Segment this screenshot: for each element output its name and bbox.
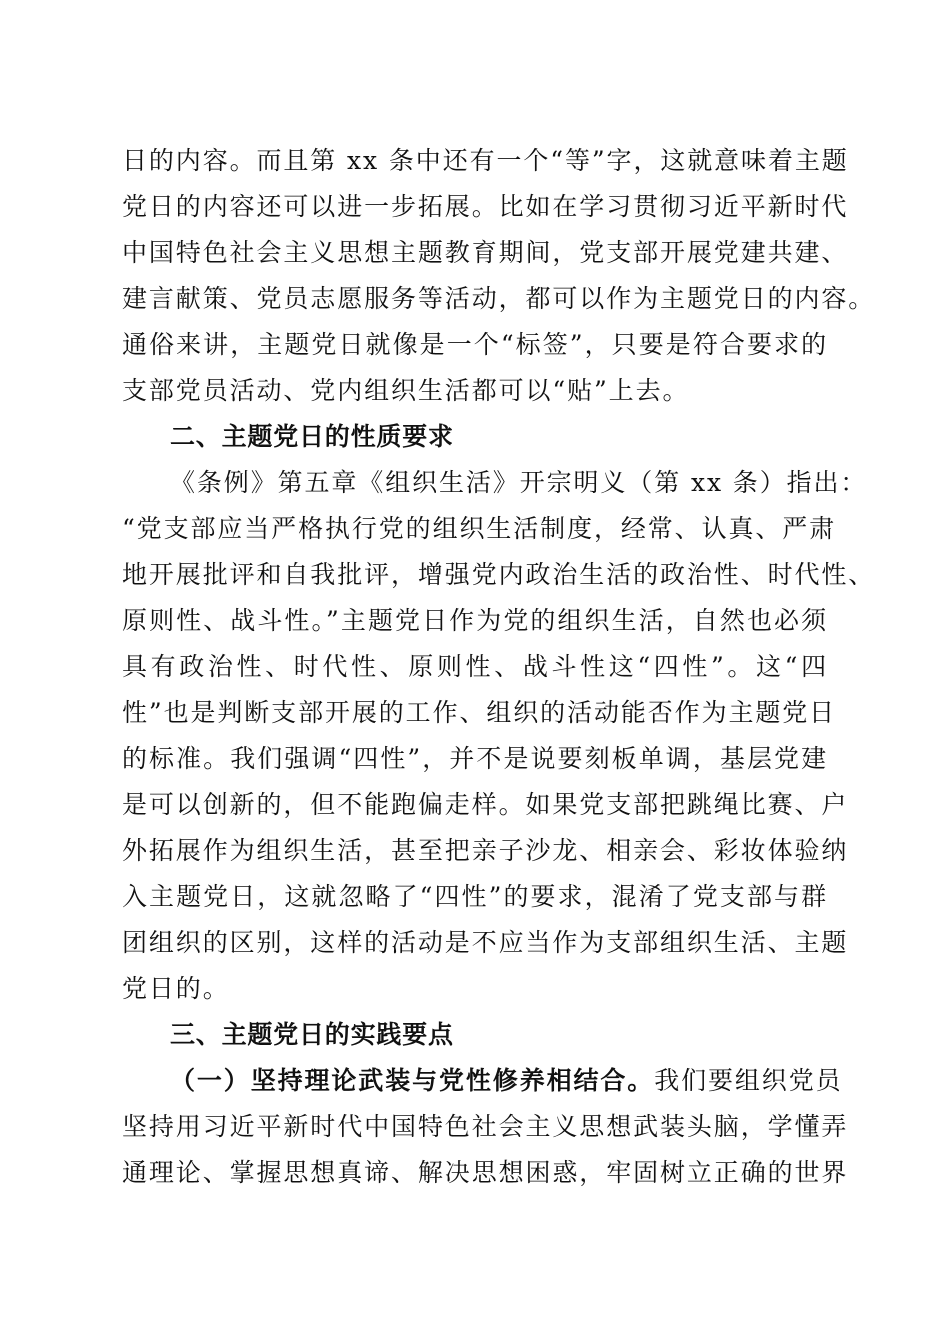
paragraph-2-line-10: 入主题党日，这就忽略了“四性”的要求，混淆了党支部与群 bbox=[122, 882, 828, 911]
paragraph-2-line-5: 具有政治性、时代性、原则性、战斗性这“四性”。这“四 bbox=[122, 652, 828, 681]
paragraph-3-line-1 bbox=[170, 1058, 843, 1104]
paragraph-2-line-12: 党日的。 bbox=[122, 974, 230, 1003]
paragraph-3-first-rest: 我们要组织党员 bbox=[654, 1066, 843, 1095]
paragraph-1-line-6: 支部党员活动、党内组织生活都可以“贴”上去。 bbox=[122, 376, 690, 405]
paragraph-2-line-8: 是可以创新的，但不能跑偏走样。如果党支部把跳绳比赛、户 bbox=[122, 790, 849, 819]
paragraph-1-line-3: 中国特色社会主义思想主题教育期间，党支部开展党建共建、 bbox=[122, 238, 849, 267]
paragraph-2-line-3: 地开展批评和自我批评，增强党内政治生活的政治性、时代性、 bbox=[122, 560, 876, 589]
paragraph-2-line-7: 的标准。我们强调“四性”，并不是说要刻板单调，基层党建 bbox=[122, 744, 828, 773]
paragraph-3-line-2: 坚持用习近平新时代中国特色社会主义思想武装头脑，学懂弄 bbox=[122, 1112, 849, 1141]
paragraph-2-line-4: 原则性、战斗性。”主题党日作为党的组织生活，自然也必须 bbox=[122, 606, 828, 635]
paragraph-1-line-4: 建言献策、党员志愿服务等活动，都可以作为主题党日的内容。 bbox=[122, 284, 876, 313]
paragraph-2-line-9: 外拓展作为组织生活，甚至把亲子沙龙、相亲会、彩妆体验纳 bbox=[122, 836, 849, 865]
section-heading-2: 二、主题党日的性质要求 bbox=[170, 422, 454, 451]
paragraph-2-line-1: 《条例》第五章《组织生活》开宗明义（第 xx 条）指出： bbox=[170, 468, 868, 497]
paragraph-2-line-2: “党支部应当严格执行党的组织生活制度，经常、认真、严肃 bbox=[122, 514, 837, 543]
paragraph-3-lead: （一）坚持理论武装与党性修养相结合。 bbox=[170, 1066, 655, 1095]
section-heading-3: 三、主题党日的实践要点 bbox=[170, 1020, 454, 1049]
paragraph-1-line-5: 通俗来讲，主题党日就像是一个“标签”，只要是符合要求的 bbox=[122, 330, 828, 359]
paragraph-2-line-6: 性”也是判断支部开展的工作、组织的活动能否作为主题党日 bbox=[122, 698, 837, 727]
paragraph-1-line-2: 党日的内容还可以进一步拓展。比如在学习贯彻习近平新时代 bbox=[122, 192, 849, 221]
paragraph-2-line-11: 团组织的区别，这样的活动是不应当作为支部组织生活、主题 bbox=[122, 928, 849, 957]
paragraph-3-line-3: 通理论、掌握思想真谛、解决思想困惑，牢固树立正确的世界 bbox=[122, 1158, 849, 1187]
paragraph-1-line-1: 日的内容。而且第 xx 条中还有一个“等”字，这就意味着主题 bbox=[122, 146, 849, 175]
